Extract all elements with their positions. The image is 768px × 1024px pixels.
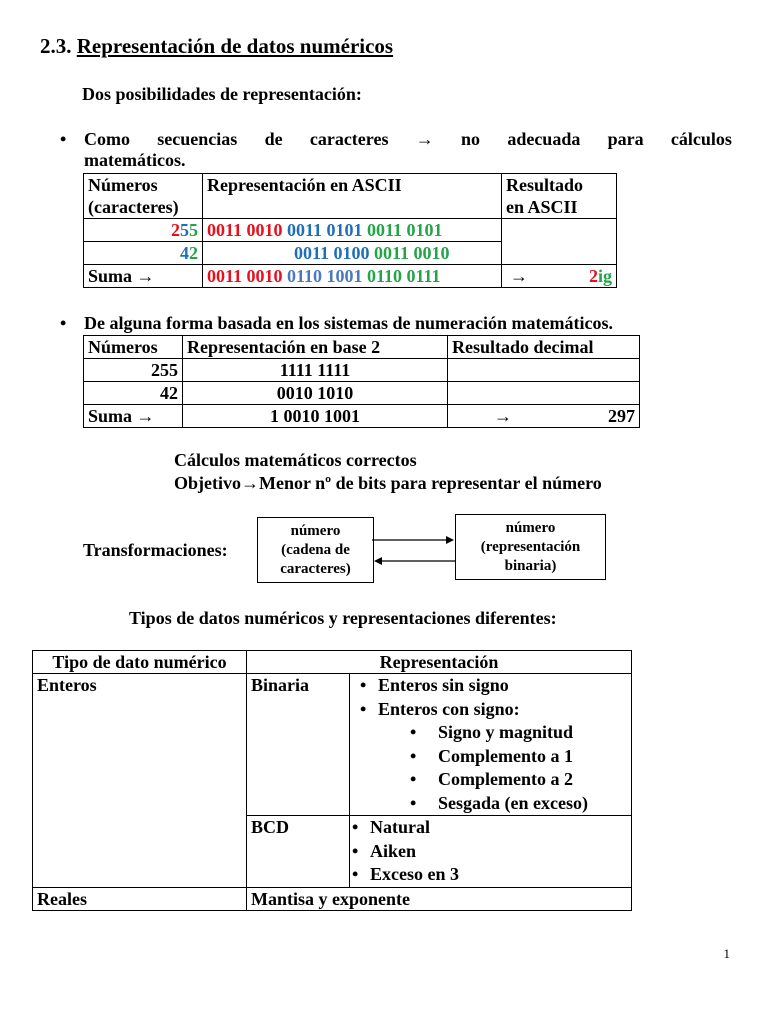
base2-table bbox=[83, 335, 640, 428]
tipos-table bbox=[32, 650, 632, 911]
list-item: • Exceso en 3 bbox=[352, 863, 627, 887]
base2-row1-binary: 1111 1111 bbox=[183, 359, 448, 382]
tipos-bcd-list bbox=[350, 816, 632, 888]
base2-row2-result bbox=[448, 382, 640, 405]
list-item: • Complemento a 2 bbox=[360, 768, 627, 792]
section-title: Representación de datos numéricos bbox=[76, 34, 394, 58]
tipos-reales-repr: Mantisa y exponente bbox=[247, 887, 632, 910]
base2-sum-label: Suma → bbox=[84, 405, 183, 428]
base2-row2-binary: 0010 1010 bbox=[183, 382, 448, 405]
ascii-header-result: Resultado en ASCII bbox=[502, 174, 617, 219]
ascii-header-repr: Representación en ASCII bbox=[203, 174, 502, 219]
ascii-sum-binary: 0011 0010 0110 1001 0110 0111 bbox=[203, 265, 502, 288]
bullet2-text: De alguna forma basada en los sistemas de numeración matemáticos. bbox=[84, 313, 613, 333]
tipos-bcd: BCD bbox=[247, 816, 350, 888]
base2-row1-result bbox=[448, 359, 640, 382]
section-heading bbox=[40, 34, 393, 59]
bullet-dot: • bbox=[60, 313, 67, 333]
base2-header-numbers: Números bbox=[84, 336, 183, 359]
transform-arrows bbox=[372, 530, 456, 570]
list-item: • Sesgada (en exceso) bbox=[360, 792, 627, 816]
ascii-row1-number: 255 bbox=[84, 219, 203, 242]
base2-row2-number: 42 bbox=[84, 382, 183, 405]
base2-header-repr: Representación en base 2 bbox=[183, 336, 448, 359]
transform-label: Transformaciones: bbox=[83, 540, 228, 560]
bullet1-line2: matemáticos. bbox=[84, 150, 186, 170]
box-binary-number: número (representación binaria) bbox=[455, 514, 606, 580]
arrow-right-head bbox=[446, 536, 454, 544]
bullet-dot: • bbox=[60, 129, 67, 149]
list-item: • Enteros con signo: bbox=[360, 698, 627, 722]
ascii-row1-binary: 0011 0010 0011 0101 0011 0101 bbox=[203, 219, 502, 242]
intro-text: Dos posibilidades de representación: bbox=[82, 84, 362, 104]
base2-sum-result: → 297 bbox=[448, 405, 640, 428]
base2-row1-number: 255 bbox=[84, 359, 183, 382]
ascii-header-numbers: Números (caracteres) bbox=[84, 174, 203, 219]
section-number: 2.3. bbox=[40, 34, 72, 58]
tipos-title: Tipos de datos numéricos y representaciones diferentes: bbox=[129, 608, 557, 628]
base2-sum-binary: 1 0010 1001 bbox=[183, 405, 448, 428]
ascii-row2-number: 42 bbox=[84, 242, 203, 265]
tipos-header-repr: Representación bbox=[247, 651, 632, 674]
tipos-binaria-list bbox=[350, 674, 632, 816]
note-objective: Objetivo→Menor nº de bits para representar el número bbox=[174, 473, 602, 493]
tipos-binaria: Binaria bbox=[247, 674, 350, 816]
list-item: • Complemento a 1 bbox=[360, 745, 627, 769]
list-item: • Enteros sin signo bbox=[360, 674, 627, 698]
list-item: • Aiken bbox=[352, 840, 627, 864]
box-string-number: número (cadena de caracteres) bbox=[257, 517, 374, 583]
note-correct: Cálculos matemáticos correctos bbox=[174, 450, 417, 470]
page-number: 1 bbox=[723, 946, 730, 961]
bullet1-text: Como secuencias de caracteres → no adecuada para cálculos matemáticos. bbox=[84, 129, 732, 170]
base2-header-result: Resultado decimal bbox=[448, 336, 640, 359]
ascii-sum-label: Suma → bbox=[84, 265, 203, 288]
arrow-left-head bbox=[374, 557, 382, 565]
ascii-row2-binary: 0011 0100 0011 0010 bbox=[203, 242, 502, 265]
tipos-enteros: Enteros bbox=[33, 674, 247, 888]
tipos-reales: Reales bbox=[33, 887, 247, 910]
ascii-result-empty bbox=[502, 219, 617, 265]
ascii-sum-result: → 2ig bbox=[502, 265, 617, 288]
tipos-header-type: Tipo de dato numérico bbox=[33, 651, 247, 674]
ascii-table bbox=[83, 173, 617, 288]
list-item: • Natural bbox=[352, 816, 627, 840]
list-item: • Signo y magnitud bbox=[360, 721, 627, 745]
